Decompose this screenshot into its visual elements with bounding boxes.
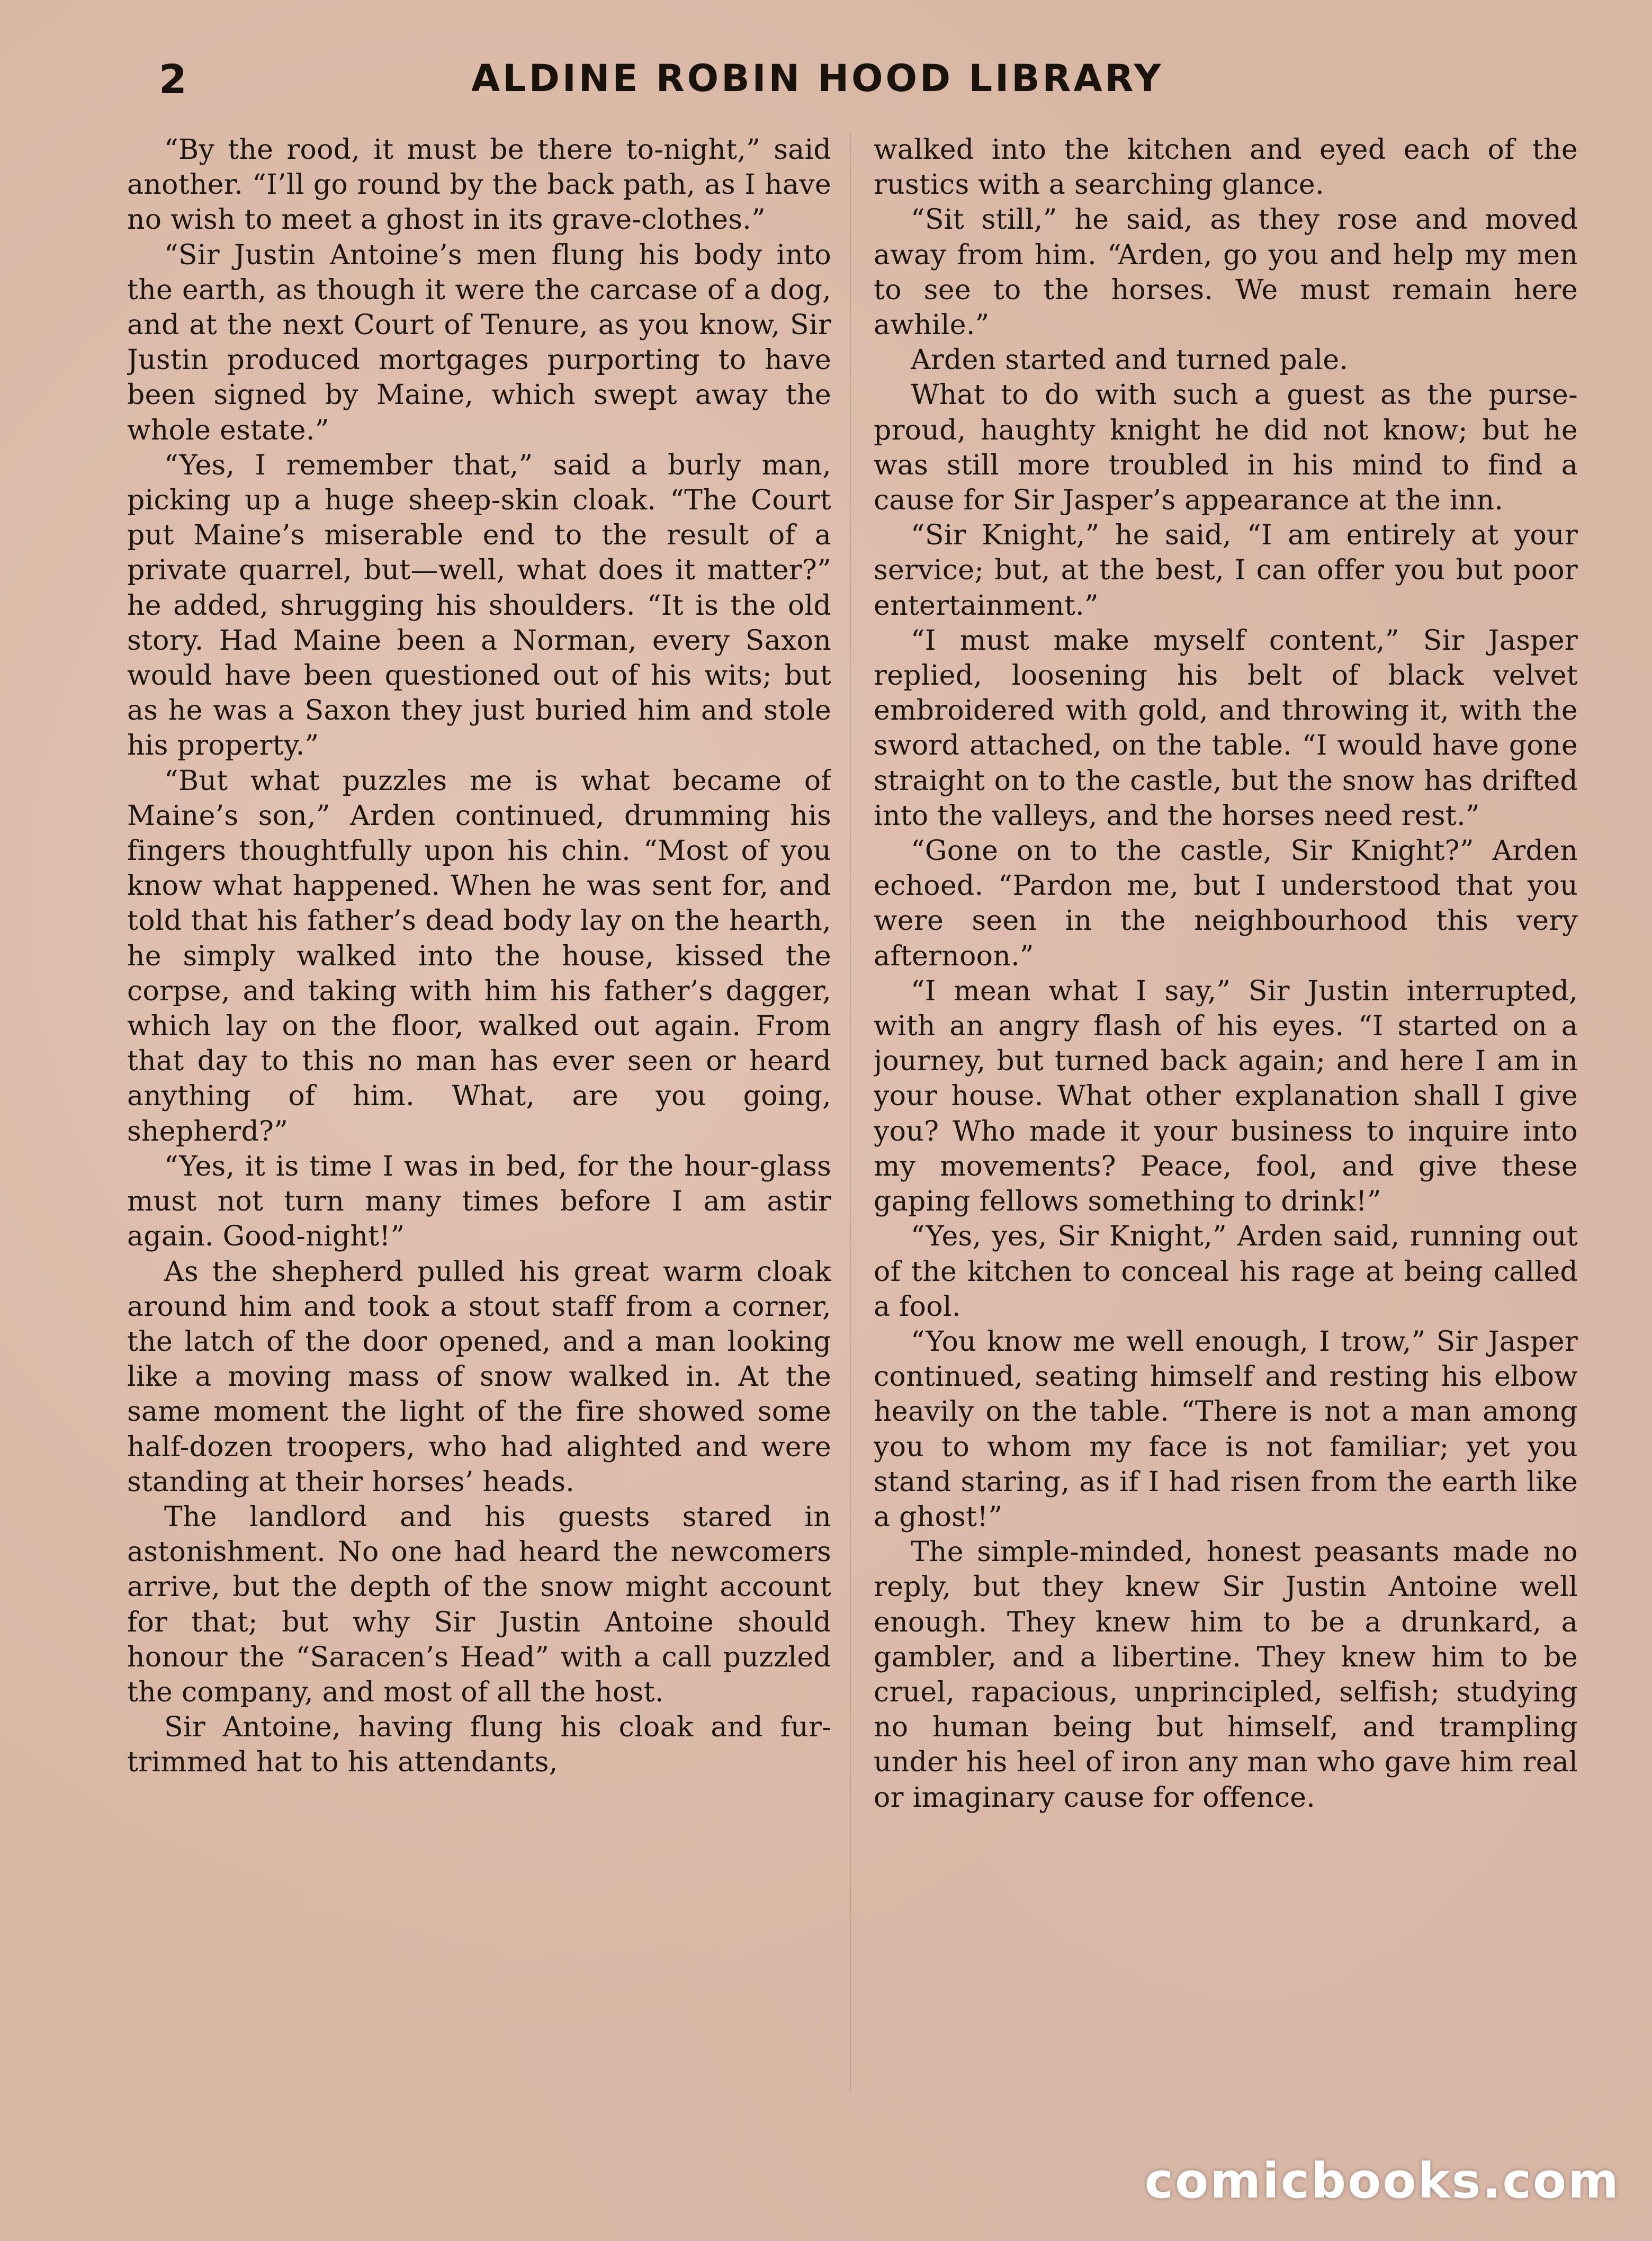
paragraph: “You know me well enough, I trow,” Sir Jasper continued, seating himself and resting his elbow heavily on the table. “There is not a man among you to whom my face is not familiar; yet you stand staring, as if I had risen from the earth like a ghost!” (874, 1325, 1578, 1533)
page-header (0, 50, 1652, 119)
paragraph: “By the rood, it must be there to-night,” said another. “I’ll go round by the back path, as I have no wish to meet a ghost in its grave-clothes.” (127, 134, 831, 236)
paragraph: “I mean what I say,” Sir Justin interrupted, with an angry flash of his eyes. “I started on a journey, but turned back again; and here I am in your house. What other explanation shall I give you? Who made it your business to inquire into my movements? Peace, fool, and give these gaping fellows something to drink!” (874, 975, 1578, 1218)
paragraph: “Yes, it is time I was in bed, for the hour-glass must not turn many times before I am astir again. Good-night!” (127, 1150, 831, 1253)
paragraph: “Sit still,” he said, as they rose and moved away from him. “Arden, go you and help my men to see to the horses. We must remain here awhile.” (874, 204, 1578, 342)
paragraph: The simple-minded, honest peasants made no reply, but they knew Sir Justin Antoine well enough. They knew him to be a drunkard, a gambler, and a libertine. They knew him to be cruel, rapacious, unprincipled, selfish; studying no human being but himself, and trampling under his heel of iron any man who gave him real or imaginary cause for offence. (874, 1536, 1578, 1814)
paragraph: “Sir Justin Antoine’s men flung his body into the earth, as though it were the carcase of a dog, and at the next Court of Tenure, as you know, Sir Justin produced mortgages purporting to have been signed by Maine, which swept away the whole estate.” (127, 239, 831, 446)
running-head: ALDINE ROBIN HOOD LIBRARY (471, 57, 1164, 100)
paragraph: “But what puzzles me is what became of Maine’s son,” Arden continued, drumming his fingers thoughtfully upon his chin. “Most of you know what happened. When he was sent for, and told that his father’s dead body lay on the hearth, he simply walked into the house, kissed the corpse, and taking with him his father’s dagger, which lay on the floor, walked out again. From that day to this no man has ever seen or heard anything of him. What, are you going, shepherd?” (127, 765, 831, 1148)
page-number: 2 (159, 56, 187, 103)
paragraph: As the shepherd pulled his great warm cloak around him and took a stout staff from a corner, the latch of the door opened, and a man looking like a moving mass of snow walked in. At the same moment the light of the fire showed some half-dozen troopers, who had alighted and were standing at their horses’ heads. (127, 1256, 831, 1498)
paragraph: Sir Antoine, having flung his cloak and fur-trimmed hat to his attendants, (127, 1711, 831, 1779)
column-gutter (850, 132, 851, 2092)
paragraph: “Yes, yes, Sir Knight,” Arden said, running out of the kitchen to conceal his rage at being called a fool. (874, 1221, 1578, 1323)
paragraph: What to do with such a guest as the purse-proud, haughty knight he did not know; but he was still more troubled in his mind to find a cause for Sir Jasper’s appearance at the inn. (874, 379, 1578, 517)
paragraph: “Sir Knight,” he said, “I am entirely at your service; but, at the best, I can offer you but poor entertainment.” (874, 519, 1578, 622)
paragraph-continued: walked into the kitchen and eyed each of the rustics with a searching glance. (874, 134, 1578, 201)
paragraph: “Gone on to the castle, Sir Knight?” Arden echoed. “Pardon me, but I understood that you were seen in the neighbourhood this very afternoon.” (874, 835, 1578, 972)
paragraph: Arden started and turned pale. (911, 344, 1349, 377)
paragraph: “Yes, I remember that,” said a burly man, picking up a huge sheep-skin cloak. “The Court put Maine’s miserable end to the result of a private quarrel, but—well, what does it matter?” he added, shrugging his shoulders. “It is the old story. Had Maine been a Norman, every Saxon would have been questioned out of his wits; but as he was a Saxon they just buried him and stole his property.” (127, 449, 831, 762)
right-column (874, 132, 1578, 2102)
paragraph: “I must make myself content,” Sir Jasper replied, loosening his belt of black velvet embroidered with gold, and throwing it, with the sword attached, on the table. “I would have gone straight on to the castle, but the snow has drifted into the valleys, and the horses need rest.” (874, 624, 1578, 832)
paragraph: The landlord and his guests stared in astonishment. No one had heard the newcomers arrive, but the depth of the snow might account for that; but why Sir Justin Antoine should honour the “Saracen’s Head” with a call puzzled the company, and most of all the host. (127, 1501, 831, 1708)
left-column (127, 132, 831, 2102)
site-watermark: comicbooks.com (1144, 2153, 1620, 2209)
